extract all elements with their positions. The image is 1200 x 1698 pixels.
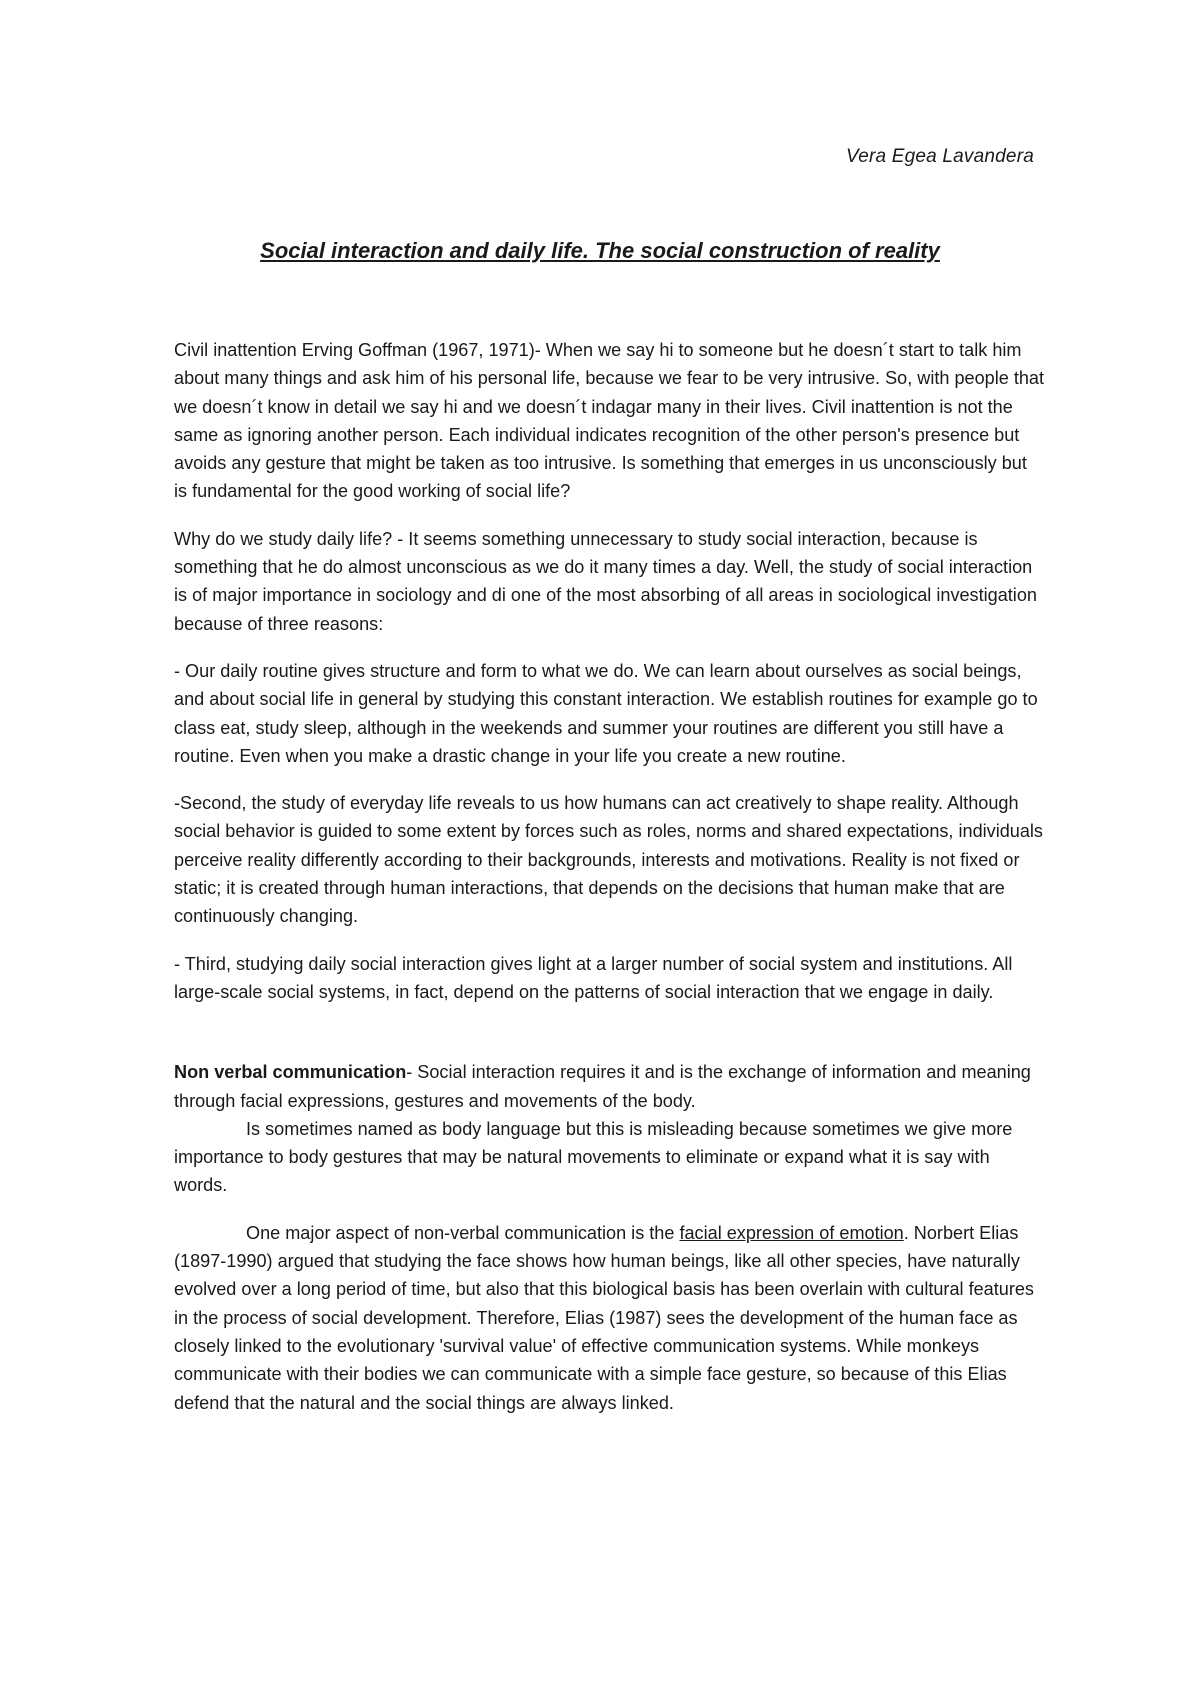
paragraph-civil-inattention: Civil inattention Erving Goffman (1967, 1971)- When we say hi to someone but he doesn´t start to talk him about many things and ask him of his personal life, because we fear to be very intrusive. So, with people that we doesn´t know in detail we say hi and we doesn´t indagar many in their lives. Civil inattention is not the same as ignoring another person. Each individual indicates recognition of the other person's presence but avoids any gesture that might be taken as too intrusive. Is something that emerges in us unconsciously but is fundamental for the good working of social life? [174, 340, 1044, 502]
facial-rest-text: . Norbert Elias (1897-1990) argued that studying the face shows how human beings, like all other species, have naturally evolved over a long period of time, but also that this biological basis has been overlain with cultural features in the process of social development. Therefore, Elias (1987) sees the development of the human face as closely linked to the evolutionary 'survival value' of effective communication systems. While monkeys communicate with their bodies we can communicate with a simple face gesture, so because of this Elias defend that the natural and the social things are always linked. [174, 1222, 1034, 1413]
facial-expression-term: facial expression of emotion [679, 1222, 904, 1243]
facial-intro-text: One major aspect of non-verbal communication is the [246, 1222, 680, 1243]
paragraph-reason-three: - Third, studying daily social interaction gives light at a larger number of social system and institutions. All large-scale social systems, in fact, depend on the patterns of social interaction that we engage in daily. [174, 953, 1013, 1002]
nonverbal-definition: - Social interaction requires it and is the exchange of information and meaning through facial expressions, gestures and movements of the body. [174, 1062, 1031, 1111]
paragraph-why-study-daily-life: Why do we study daily life? - It seems something unnecessary to study social interaction, because is something that he do almost unconscious as we do it many times a day. Well, the study of social interaction is of major importance in sociology and di one of the most absorbing of all areas in sociological investigation because of three reasons: [174, 528, 1037, 634]
paragraph-nonverbal-communication [174, 1058, 1044, 1115]
paragraph-reason-two: -Second, the study of everyday life reveals to us how humans can act creatively to shape reality. Although social behavior is guided to some extent by forces such as roles, norms and shared expectations, individuals perceive reality differently according to their backgrounds, interests and motivations. Reality is not fixed or static; it is created through human interactions, that depends on the decisions that human make that are continuously changing. [174, 793, 1043, 927]
document-title: Social interaction and daily life. The social construction of reality [260, 238, 940, 263]
body-language-text: Is sometimes named as body language but this is misleading because sometimes we give more importance to body gestures that may be natural movements to eliminate or expand what it is say with words. [174, 1118, 1013, 1196]
document-body [174, 336, 1044, 1436]
paragraph-body-language [174, 1115, 1044, 1200]
paragraph-reason-one: - Our daily routine gives structure and form to what we do. We can learn about ourselves as social beings, and about social life in general by studying this constant interaction. We establish routines for example go to class eat, study sleep, although in the weekends and summer your routines are different you still have a routine. Even when you make a drastic change in your life you create a new routine. [174, 660, 1038, 766]
author-name: Vera Egea Lavandera [846, 146, 1034, 167]
paragraph-facial-expression [174, 1219, 1044, 1417]
nonverbal-heading: Non verbal communication [174, 1062, 407, 1083]
